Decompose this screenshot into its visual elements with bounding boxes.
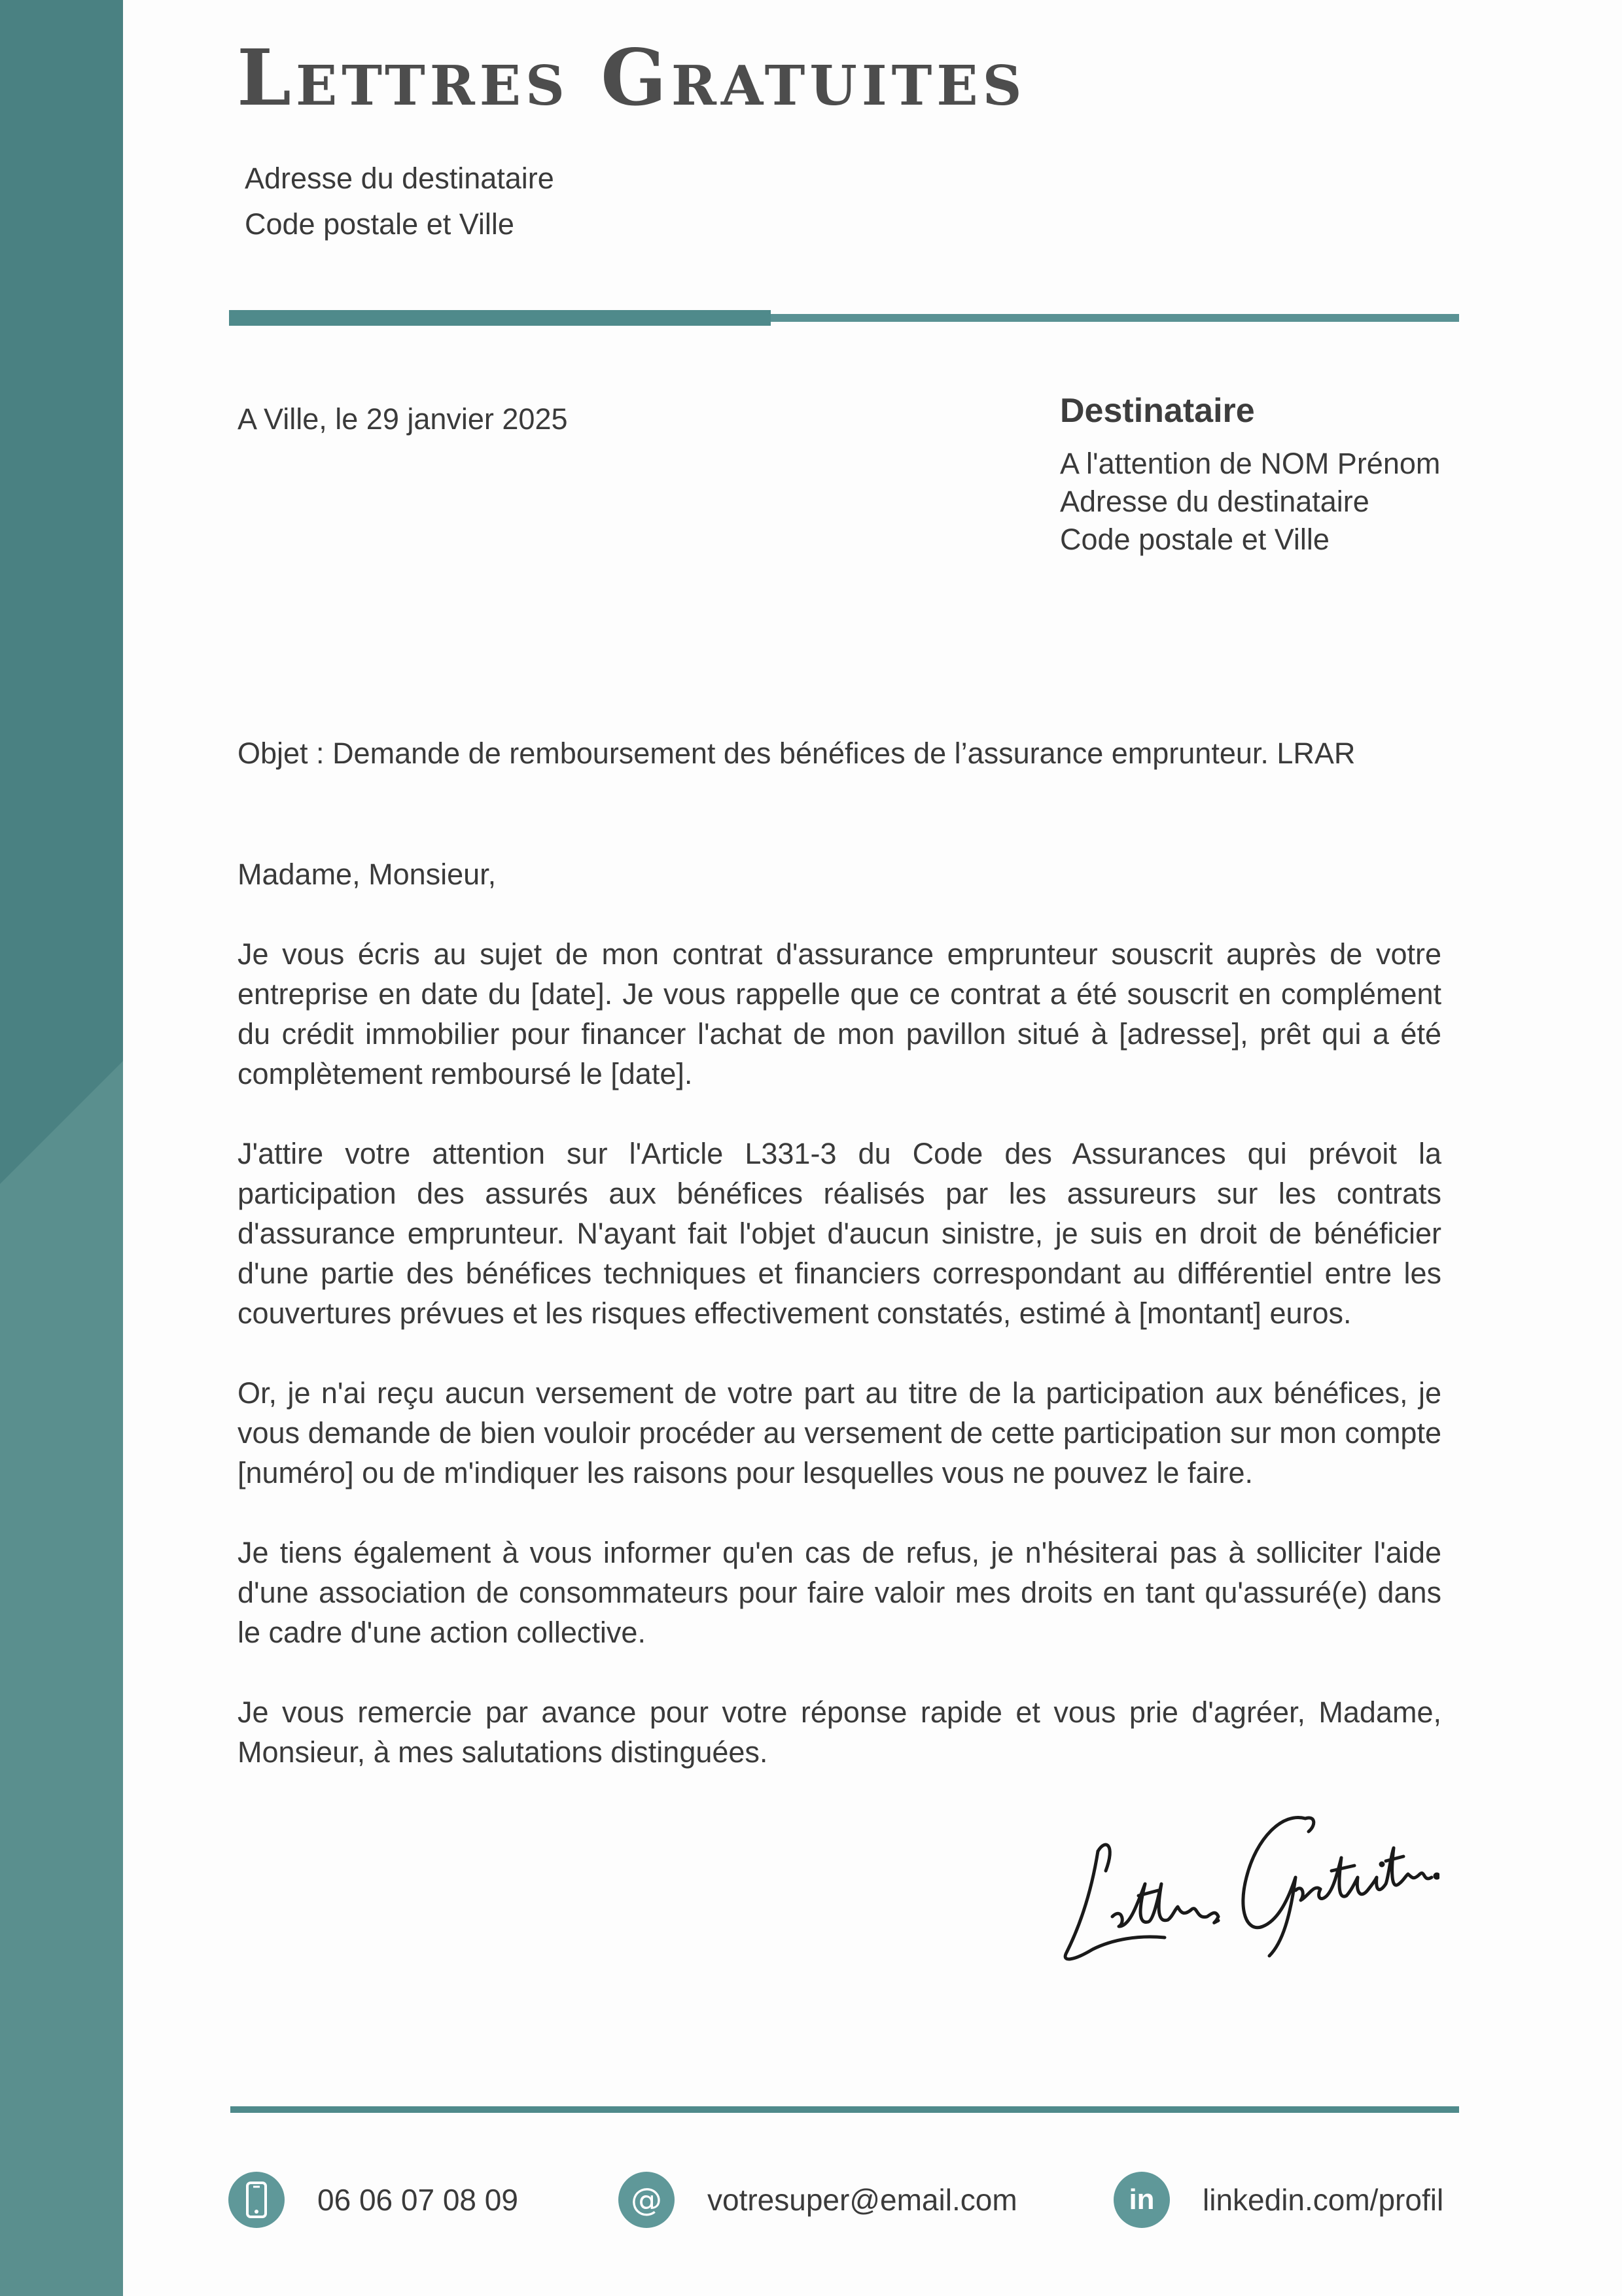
phone-icon	[228, 2172, 285, 2228]
body-paragraph: Or, je n'ai reçu aucun versement de votre part au titre de la participation aux bénéfices, je vous demande de bien vouloir procéder au versement de cette participation sur mon compte [numéro] ou de m'indiquer les raisons pour lesquelles vous ne pouvez le faire.	[238, 1376, 1441, 1489]
phone-number: 06 06 07 08 09	[317, 2183, 518, 2217]
body-paragraph: J'attire votre attention sur l'Article L331-3 du Code des Assurances qui prévoit la participation des assurés aux bénéfices réalisés par les assureurs sur les contrats d'assurance emprunteur. N'ayant fait l'objet d'aucun sinistre, je suis en droit de bénéficier d'une partie des bénéfices techniques et financiers correspondant au différentiel entre les couvertures prévues et les risques effectivement constatés, estimé à [montant] euros.	[238, 1137, 1441, 1330]
at-icon: @	[618, 2172, 675, 2228]
body-paragraph: Je tiens également à vous informer qu'en cas de refus, je n'hésiterai pas à solliciter l'aide d'une association de consommateurs pour faire valoir mes droits en tant qu'assuré(e) dans le cadre d'une action collective.	[238, 1536, 1441, 1649]
recipient-heading: Destinataire	[1060, 392, 1255, 430]
footer-divider	[230, 2106, 1459, 2113]
sidebar-decoration	[0, 0, 123, 2296]
page-title: Lettres Gratuites	[237, 32, 1027, 123]
contact-linkedin	[1114, 2170, 1443, 2229]
handwritten-signature	[1047, 1786, 1439, 1972]
recipient-block	[1060, 391, 1440, 559]
recipient-city-line: Code postale et Ville	[1060, 523, 1330, 556]
recipient-address-line: Adresse du destinataire	[1060, 485, 1369, 518]
contact-phone	[228, 2170, 518, 2229]
body-paragraph: Je vous remercie par avance pour votre réponse rapide et vous prie d'agréer, Madame, Monsieur, à mes salutations distinguées.	[238, 1696, 1441, 1769]
linkedin-url: linkedin.com/profil	[1203, 2183, 1444, 2217]
sender-city-line: Code postale et Ville	[245, 207, 514, 241]
salutation: Madame, Monsieur,	[238, 858, 497, 891]
header-divider-thin	[771, 314, 1459, 322]
sender-address-line: Adresse du destinataire	[245, 162, 554, 195]
body-paragraph: Je vous écris au sujet de mon contrat d'assurance emprunteur souscrit auprès de votre entreprise en date du [date]. Je vous rappelle que ce contrat a été souscrit en complément du crédit immobilier pour financer l'achat de mon pavillon situé à [adresse], prêt qui a été complètement remboursé le [date].	[238, 937, 1441, 1090]
date-line: A Ville, le 29 janvier 2025	[238, 402, 568, 436]
linkedin-icon: in	[1114, 2172, 1170, 2228]
contact-email	[618, 2170, 1017, 2229]
email-address: votresuper@email.com	[707, 2183, 1017, 2217]
subject-line: Objet : Demande de remboursement des bénéfices de l’assurance emprunteur. LRAR	[238, 737, 1356, 770]
recipient-attention-line: A l'attention de NOM Prénom	[1060, 447, 1441, 480]
letter-body	[238, 854, 1441, 1812]
sender-address	[245, 156, 554, 247]
header-divider-thick	[229, 310, 771, 326]
